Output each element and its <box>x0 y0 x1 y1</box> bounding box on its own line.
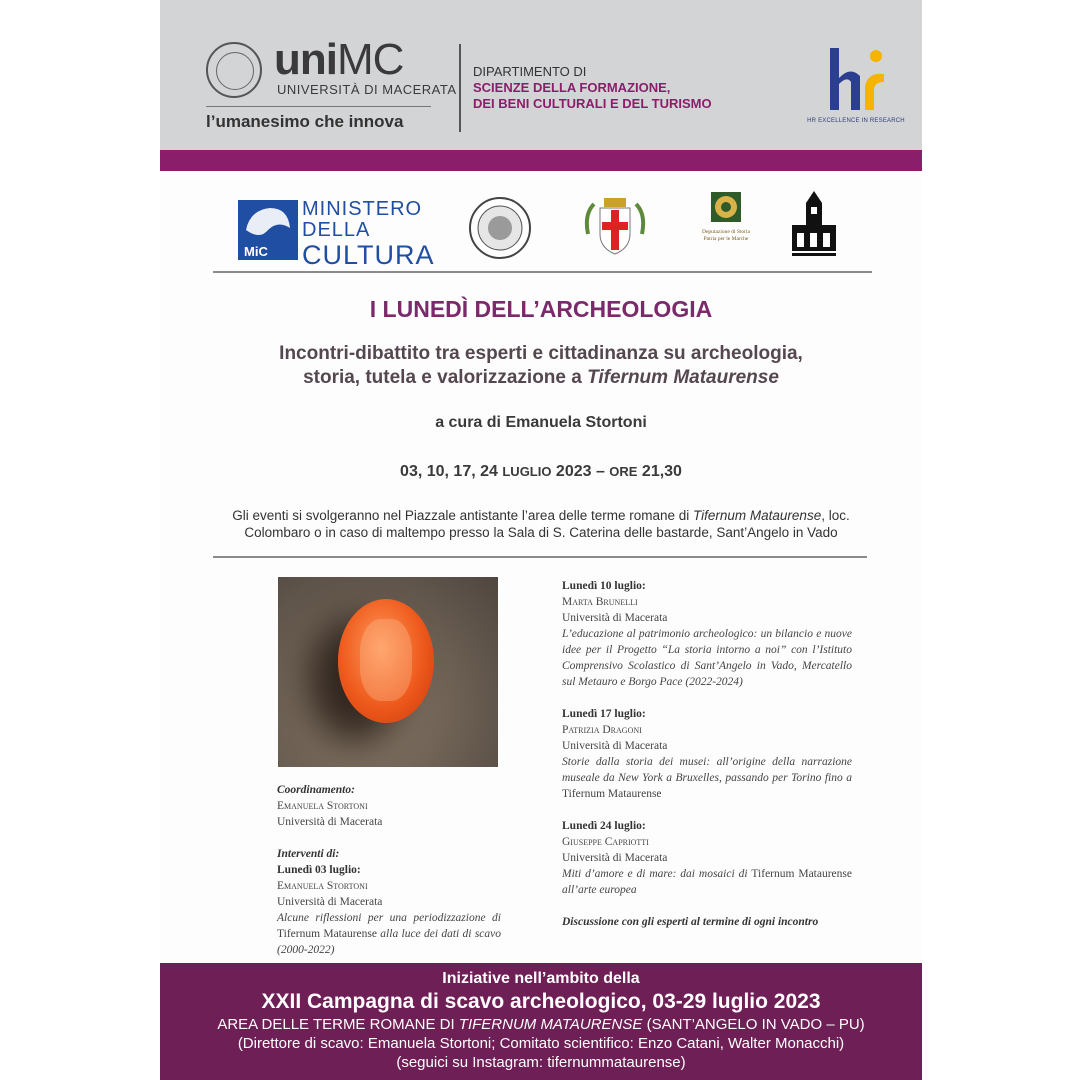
tower-logo-icon <box>788 189 840 259</box>
header-band <box>160 0 922 150</box>
instagram-handle: (seguici su Instagram: tifernummataurense) <box>396 1054 686 1071</box>
speaker-affiliation: Università di Macerata <box>277 896 383 908</box>
campaign-staff: (Direttore di scavo: Emanuela Stortoni; Comitato scientifico: Enzo Catani, Walter Monacchi) <box>237 1035 845 1052</box>
speaker-name: Emanuela Stortoni <box>277 880 368 892</box>
speaker-name: Patrizia Dragoni <box>562 724 642 736</box>
svg-text:MiC: MiC <box>244 244 268 259</box>
session-day: Lunedì 10 luglio: <box>562 580 646 592</box>
session-day: Lunedì 24 luglio: <box>562 820 646 832</box>
header-divider <box>459 44 461 132</box>
closing-note: Discussione con gli esperti al termine di ogni incontro <box>562 916 819 928</box>
gem-image <box>338 599 434 723</box>
talk-title: Alcune riflessioni per una periodizzazione di Tifernum Mataurense alla luce dei dati di scavo (2000-2022) <box>277 912 502 956</box>
session-block <box>562 578 852 690</box>
ministry-name: MINISTERO DELLA CULTURA <box>302 198 435 270</box>
footer-band <box>160 963 922 1080</box>
talk-title: Storie dalla storia dei musei: all’origine della narrazione museale da New York a Bruxelles, passando per Torino fino a Tifernum Mataurense <box>562 756 852 800</box>
header-accent-bar <box>160 150 922 171</box>
speaker-affiliation: Università di Macerata <box>562 740 668 752</box>
event-title: I LUNEDÌ DELL’ARCHEOLOGIA <box>369 296 713 322</box>
poster <box>160 0 922 1080</box>
section-divider <box>213 271 872 273</box>
municipal-coat-of-arms-icon <box>580 194 650 260</box>
coordination-label: Coordinamento: <box>277 784 355 796</box>
deputazione-logo: Deputazione di Storia Patria per le Marche <box>698 190 754 242</box>
unimc-logo: uniMC <box>274 35 404 84</box>
department-name: DIPARTIMENTO DI SCIENZE DELLA FORMAZIONE, DEI BENI CULTURALI E DEL TURISMO <box>473 64 712 111</box>
university-tagline: l’umanesimo che innova <box>206 112 404 131</box>
hr-caption: HR EXCELLENCE IN RESEARCH <box>807 118 905 124</box>
talk-title: L’educazione al patrimonio archeologico: un bilancio e nuove idee per il Progetto “La storia intorno a noi” con l’Istituto Comprensivo Scolastico di Sant’Angelo in Vado, Mercatello sul Metauro e Borgo Pace (2022-2024) <box>562 628 852 688</box>
ministry-logo-icon <box>238 200 298 260</box>
university-name: UNIVERSITÀ DI MACERATA <box>277 82 457 97</box>
left-column <box>277 782 501 958</box>
event-dates: 03, 10, 17, 24 LUGLIO 2023 – ORE 21,30 <box>400 463 682 480</box>
speaker-name: Marta Brunelli <box>562 596 638 608</box>
session-day: Lunedì 17 luglio: <box>562 708 646 720</box>
speakers-label: Interventi di: <box>277 848 340 860</box>
session-block <box>562 818 852 898</box>
campaign-title: XXII Campagna di scavo archeologico, 03-29 luglio 2023 <box>261 990 821 1013</box>
logo-divider <box>206 106 431 107</box>
event-venue: Gli eventi si svolgeranno nel Piazzale antistante l’area delle terme romane di Tifernum Mataurense, loc. Colombaro o in caso di maltempo presso la Sala di S. Caterina delle bastarde, Sant’Angelo in Vado <box>232 508 850 540</box>
section-divider <box>213 556 867 558</box>
university-seal-icon <box>206 42 262 98</box>
curator: a cura di Emanuela Stortoni <box>435 414 647 431</box>
speaker-affiliation: Università di Macerata <box>562 852 668 864</box>
hr-excellence-logo-icon <box>820 40 892 120</box>
university-seal-icon <box>468 196 532 260</box>
deputazione-emblem-icon <box>709 190 743 224</box>
coordinator-affiliation: Università di Macerata <box>277 816 383 828</box>
campaign-site: AREA DELLE TERME ROMANE DI TIFERNUM MATAURENSE (SANT’ANGELO IN VADO – PU) <box>217 1016 865 1033</box>
right-column <box>562 578 852 930</box>
speaker-affiliation: Università di Macerata <box>562 612 668 624</box>
speaker-name: Giuseppe Capriotti <box>562 836 649 848</box>
carnelian-gem-photo <box>278 577 498 767</box>
talk-title: Miti d’amore e di mare: dai mosaici di Tifernum Mataurense all’arte europea <box>562 868 852 896</box>
coordinator-name: Emanuela Stortoni <box>277 800 368 812</box>
event-subtitle: Incontri-dibattito tra esperti e cittadinanza su archeologia, storia, tutela e valorizzazione a Tifernum Mataurense <box>279 343 803 388</box>
footer-intro: Iniziative nell’ambito della <box>442 970 640 987</box>
session-day: Lunedì 03 luglio: <box>277 864 361 876</box>
session-block <box>562 706 852 802</box>
